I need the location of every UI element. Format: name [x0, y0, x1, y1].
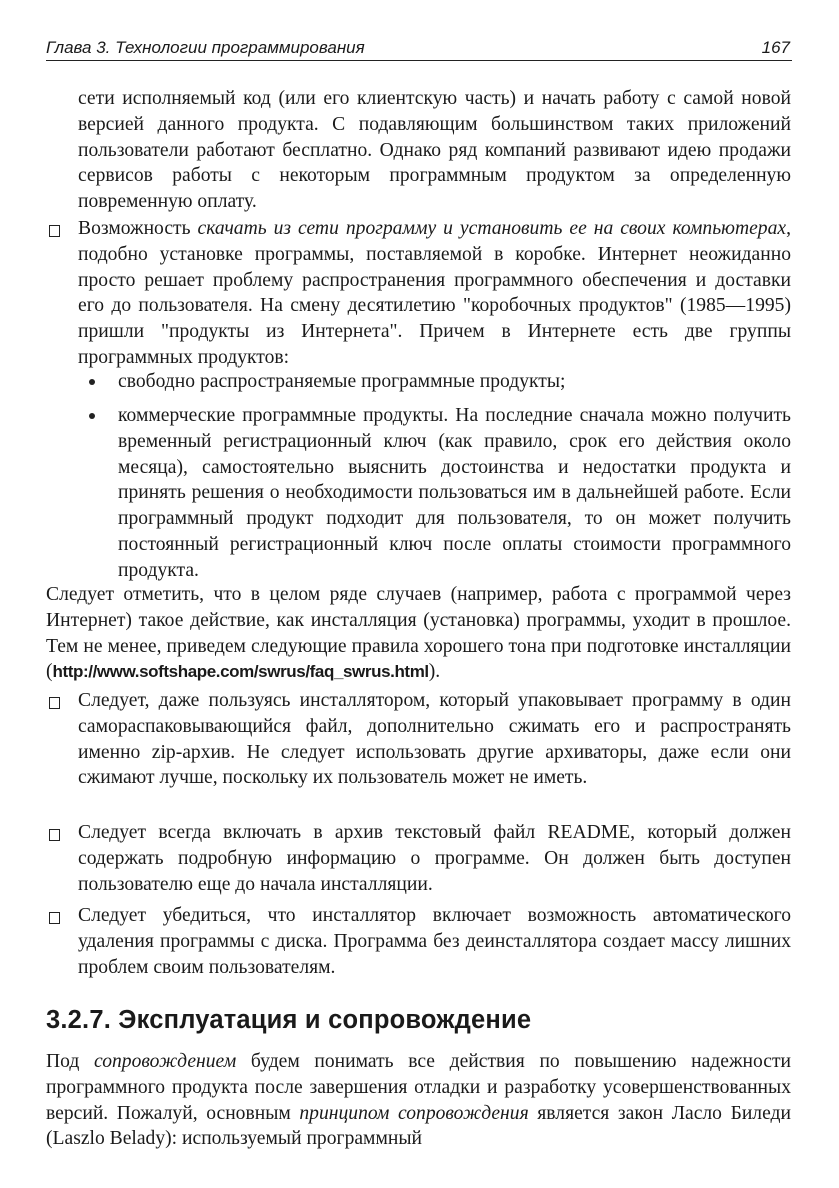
page-number: 167	[761, 38, 790, 57]
rule-item-zip	[78, 688, 791, 791]
continued-item-text: сети исполняемый код (или его клиентскую часть) и начать работу с самой новой версией данного продукта. С подавляющим большинством таких приложений пользователи работают бесплатно. Однако ряд компаний развивают идею продажи сервисов работы с некоторым программным продуктом за определенную повременную оплату.	[78, 88, 791, 213]
list-item-download	[78, 216, 791, 371]
rule-text: Следует всегда включать в архив текстовый файл README, который должен содержать подробную информацию о программе. Он должен быть доступен пользователю еще до начала инсталляции.	[78, 822, 791, 895]
download-item-text: Возможность скачать из сети программу и установить ее на своих компьютерах, подобно установке программы, поставляемой в коробке. Интернет неожиданно просто решает проблему распространения программного обеспечения и доставки его до пользователя. На смену десятилетию "коробочных продуктов" (1985—1995) пришли "продукты из Интернета". Причем в Интернете есть две группы программных продуктов:	[78, 218, 791, 368]
sub-bullet-commercial	[118, 403, 791, 584]
continued-list-item	[78, 86, 791, 215]
term-emphasis: сопровождением	[94, 1051, 237, 1072]
install-paragraph	[46, 582, 791, 685]
rule-text: Следует, даже пользуясь инсталлятором, который упаковывает программу в один самораспаковывающийся файл, дополнительно сжимать его и распространять именно zip-архив. Не следует использовать другие архиваторы, даже если они сжимают лучше, поскольку их пользователь может не иметь.	[78, 690, 791, 789]
install-paragraph-text: Следует отметить, что в целом ряде случаев (например, работа с программой через Интернет) такое действие, как инсталляция (установка) программы, уходит в прошлое. Тем не менее, приведем следующие правила хорошего тона при подготовке инсталляции (http://www.softshape.com/swrus/faq_swrus.html).	[46, 584, 791, 683]
rule-item-uninstall	[78, 903, 791, 980]
sub-bullet-text: коммерческие программные продукты. На последние сначала можно получить временный регистрационный ключ (как правило, срок его действия около месяца), самостоятельно выяснить достоинства и недостатки продукта и принять решения о необходимости пользоваться им в дальнейшей работе. Если программный продукт подходит для пользователя, то он может получить постоянный регистрационный ключ после оплаты стоимости программного продукта.	[118, 405, 791, 581]
bullet-dot-icon	[89, 379, 95, 385]
chapter-title: Глава 3. Технологии программирования	[46, 38, 365, 57]
download-emphasis: скачать из сети программу и установить ее на своих компьютерах	[197, 218, 787, 239]
checkbox-bullet-icon	[49, 912, 60, 924]
install-url-link[interactable]: http://www.softshape.com/swrus/faq_swrus.html	[52, 662, 429, 682]
sub-bullet-free	[118, 369, 791, 395]
checkbox-bullet-icon	[49, 829, 60, 841]
section-heading: 3.2.7. Эксплуатация и сопровождение	[46, 1006, 532, 1034]
term-emphasis: принципом сопровождения	[299, 1102, 529, 1124]
sub-bullet-text: свободно распространяемые программные продукты;	[118, 371, 566, 392]
rule-text: Следует убедиться, что инсталлятор включает возможность автоматического удаления программы с диска. Программа без деинсталлятора создает массу лишних проблем своим пользователям.	[78, 905, 791, 978]
section-paragraph	[46, 1049, 791, 1152]
bullet-dot-icon	[89, 413, 95, 419]
checkbox-bullet-icon	[49, 225, 60, 237]
checkbox-bullet-icon	[49, 697, 60, 709]
rule-item-readme	[78, 820, 791, 897]
running-header	[46, 36, 792, 61]
section-paragraph-text: Под сопровождением будем понимать все действия по повышению надежности программного продукта после завершения отладки и разработку усовершенствованных версий. Пожалуй, основным принципом сопровождения является закон Ласло Биледи (Laszlo Belady): используемый программный	[46, 1051, 791, 1150]
